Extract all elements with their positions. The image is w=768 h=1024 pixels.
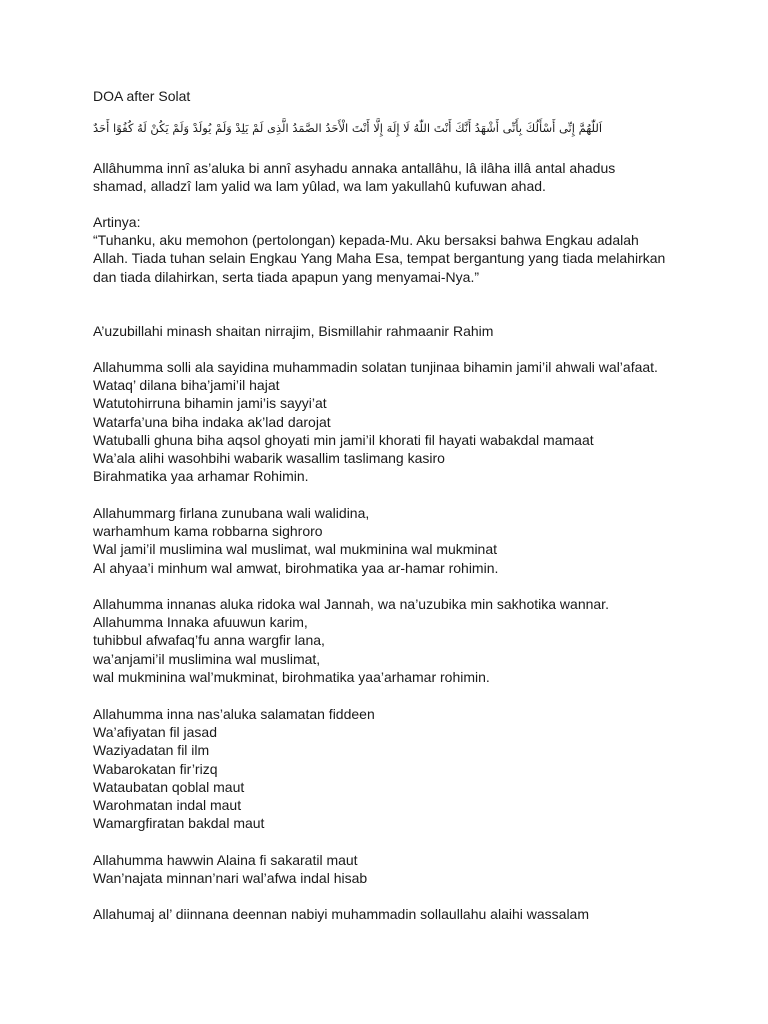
text-line: Allahummarg firlana zunubana wali walidina, — [93, 505, 370, 521]
text-line: Wa’afiyatan fil jasad — [93, 724, 217, 741]
text-line: Allahumma solli ala sayidina muhammadin solatan tunjinaa bihamin jami’il ahwali wal’afaat. — [93, 359, 658, 375]
text-line: Wamargfiratan bakdal maut — [93, 815, 265, 832]
text-line: A’uzubillahi minash shaitan nirrajim, Bismillahir rahmaanir Rahim — [93, 323, 494, 339]
text-line: shamad, alladzî lam yalid wa lam yûlad, wa lam yakullahû kufuwan ahad. — [93, 178, 546, 195]
text-line: Warohmatan indal maut — [93, 797, 242, 814]
text-line: warhamhum kama robbarna sighroro — [93, 523, 323, 540]
text-line: tuhibbul afwafaq’fu anna wargfir lana, — [93, 632, 325, 649]
text-line: Wal jami’il muslimina wal muslimat, wal mukminina wal mukminat — [93, 541, 498, 558]
text-line: Waziyadatan fil ilm — [93, 742, 210, 759]
jannah-paragraph — [93, 595, 713, 686]
text-line: Watarfa’una biha indaka ak’lad darojat — [93, 413, 331, 430]
text-line: Allahumaj al’ diinnana deennan nabiyi muhammadin sollaullahu alaihi wassalam — [93, 906, 590, 922]
meaning-paragraph — [93, 213, 713, 286]
text-line: wa’anjami’il muslimina wal muslimat, — [93, 650, 321, 667]
text-line: Watutohirruna bihamin jami’is sayyi’at — [93, 395, 327, 412]
text-line: Al ahyaa’i minhum wal amwat, birohmatika yaa ar-hamar rohimin. — [93, 559, 499, 576]
text-line: Wabarokatan fir’rizq — [93, 760, 218, 777]
wellbeing-paragraph — [93, 705, 713, 832]
forgiveness-paragraph — [93, 504, 713, 577]
text-line: wal mukminina wal’mukminat, birohmatika yaa’arhamar rohimin. — [93, 668, 490, 685]
document-title: DOA after Solat — [93, 88, 191, 104]
selawat-paragraph — [93, 358, 713, 485]
text-line: Allahumma hawwin Alaina fi sakaratil maut — [93, 852, 358, 868]
arabic-prayer-text: اَللّٰهُمَّ إِنِّى أَسْأَلُكَ بِأَنِّى أَشْهَدُ أَنَّكَ أَنْتَ اللّٰهُ لَا إِلَهَ إِلَّا أَنْتَ الْأَحَدُ الصَّمَدُ الَّذِى لَمْ يَلِدْ وَلَمْ يُولَدْ وَلَمْ يَكُنْ لَهُ كُفُوًا أَحَدٌ — [93, 121, 603, 135]
transliteration-paragraph — [93, 159, 713, 195]
text-line: dan tiada dilahirkan, serta tiada apapun yang menyamai-Nya.” — [93, 268, 480, 285]
text-line: Wataubatan qoblal maut — [93, 778, 245, 795]
text-line: Birahmatika yaa arhamar Rohimin. — [93, 468, 309, 485]
taawudh-paragraph — [93, 322, 713, 340]
text-line: Allâhumma innî as’aluka bi annî asyhadu annaka antallâhu, lâ ilâha illâ antal ahadus — [93, 160, 616, 176]
text-line: “Tuhanku, aku memohon (pertolongan) kepada-Mu. Aku bersaksi bahwa Engkau adalah — [93, 232, 639, 249]
death-paragraph — [93, 851, 713, 887]
text-line: Wan’najata minnan’nari wal’afwa indal hisab — [93, 870, 368, 887]
text-line: Wa’ala alihi wasohbihi wabarik wasallim taslimang kasiro — [93, 450, 445, 467]
text-line: Wataq’ dilana biha’jami’il hajat — [93, 377, 280, 394]
text-line: Allahumma inna nas’aluka salamatan fiddeen — [93, 706, 375, 722]
text-line: Allahumma Innaka afuuwun karim, — [93, 614, 308, 631]
closing-paragraph — [93, 905, 713, 923]
text-line: Watuballi ghuna biha aqsol ghoyati min jami’il khorati fil hayati wabakdal mamaat — [93, 431, 594, 448]
text-line: Allahumma innanas aluka ridoka wal Jannah, wa na’uzubika min sakhotika wannar. — [93, 596, 609, 612]
text-line: Allah. Tiada tuhan selain Engkau Yang Maha Esa, tempat bergantung yang tiada melahirkan — [93, 250, 666, 267]
meaning-heading: Artinya: — [93, 214, 141, 230]
